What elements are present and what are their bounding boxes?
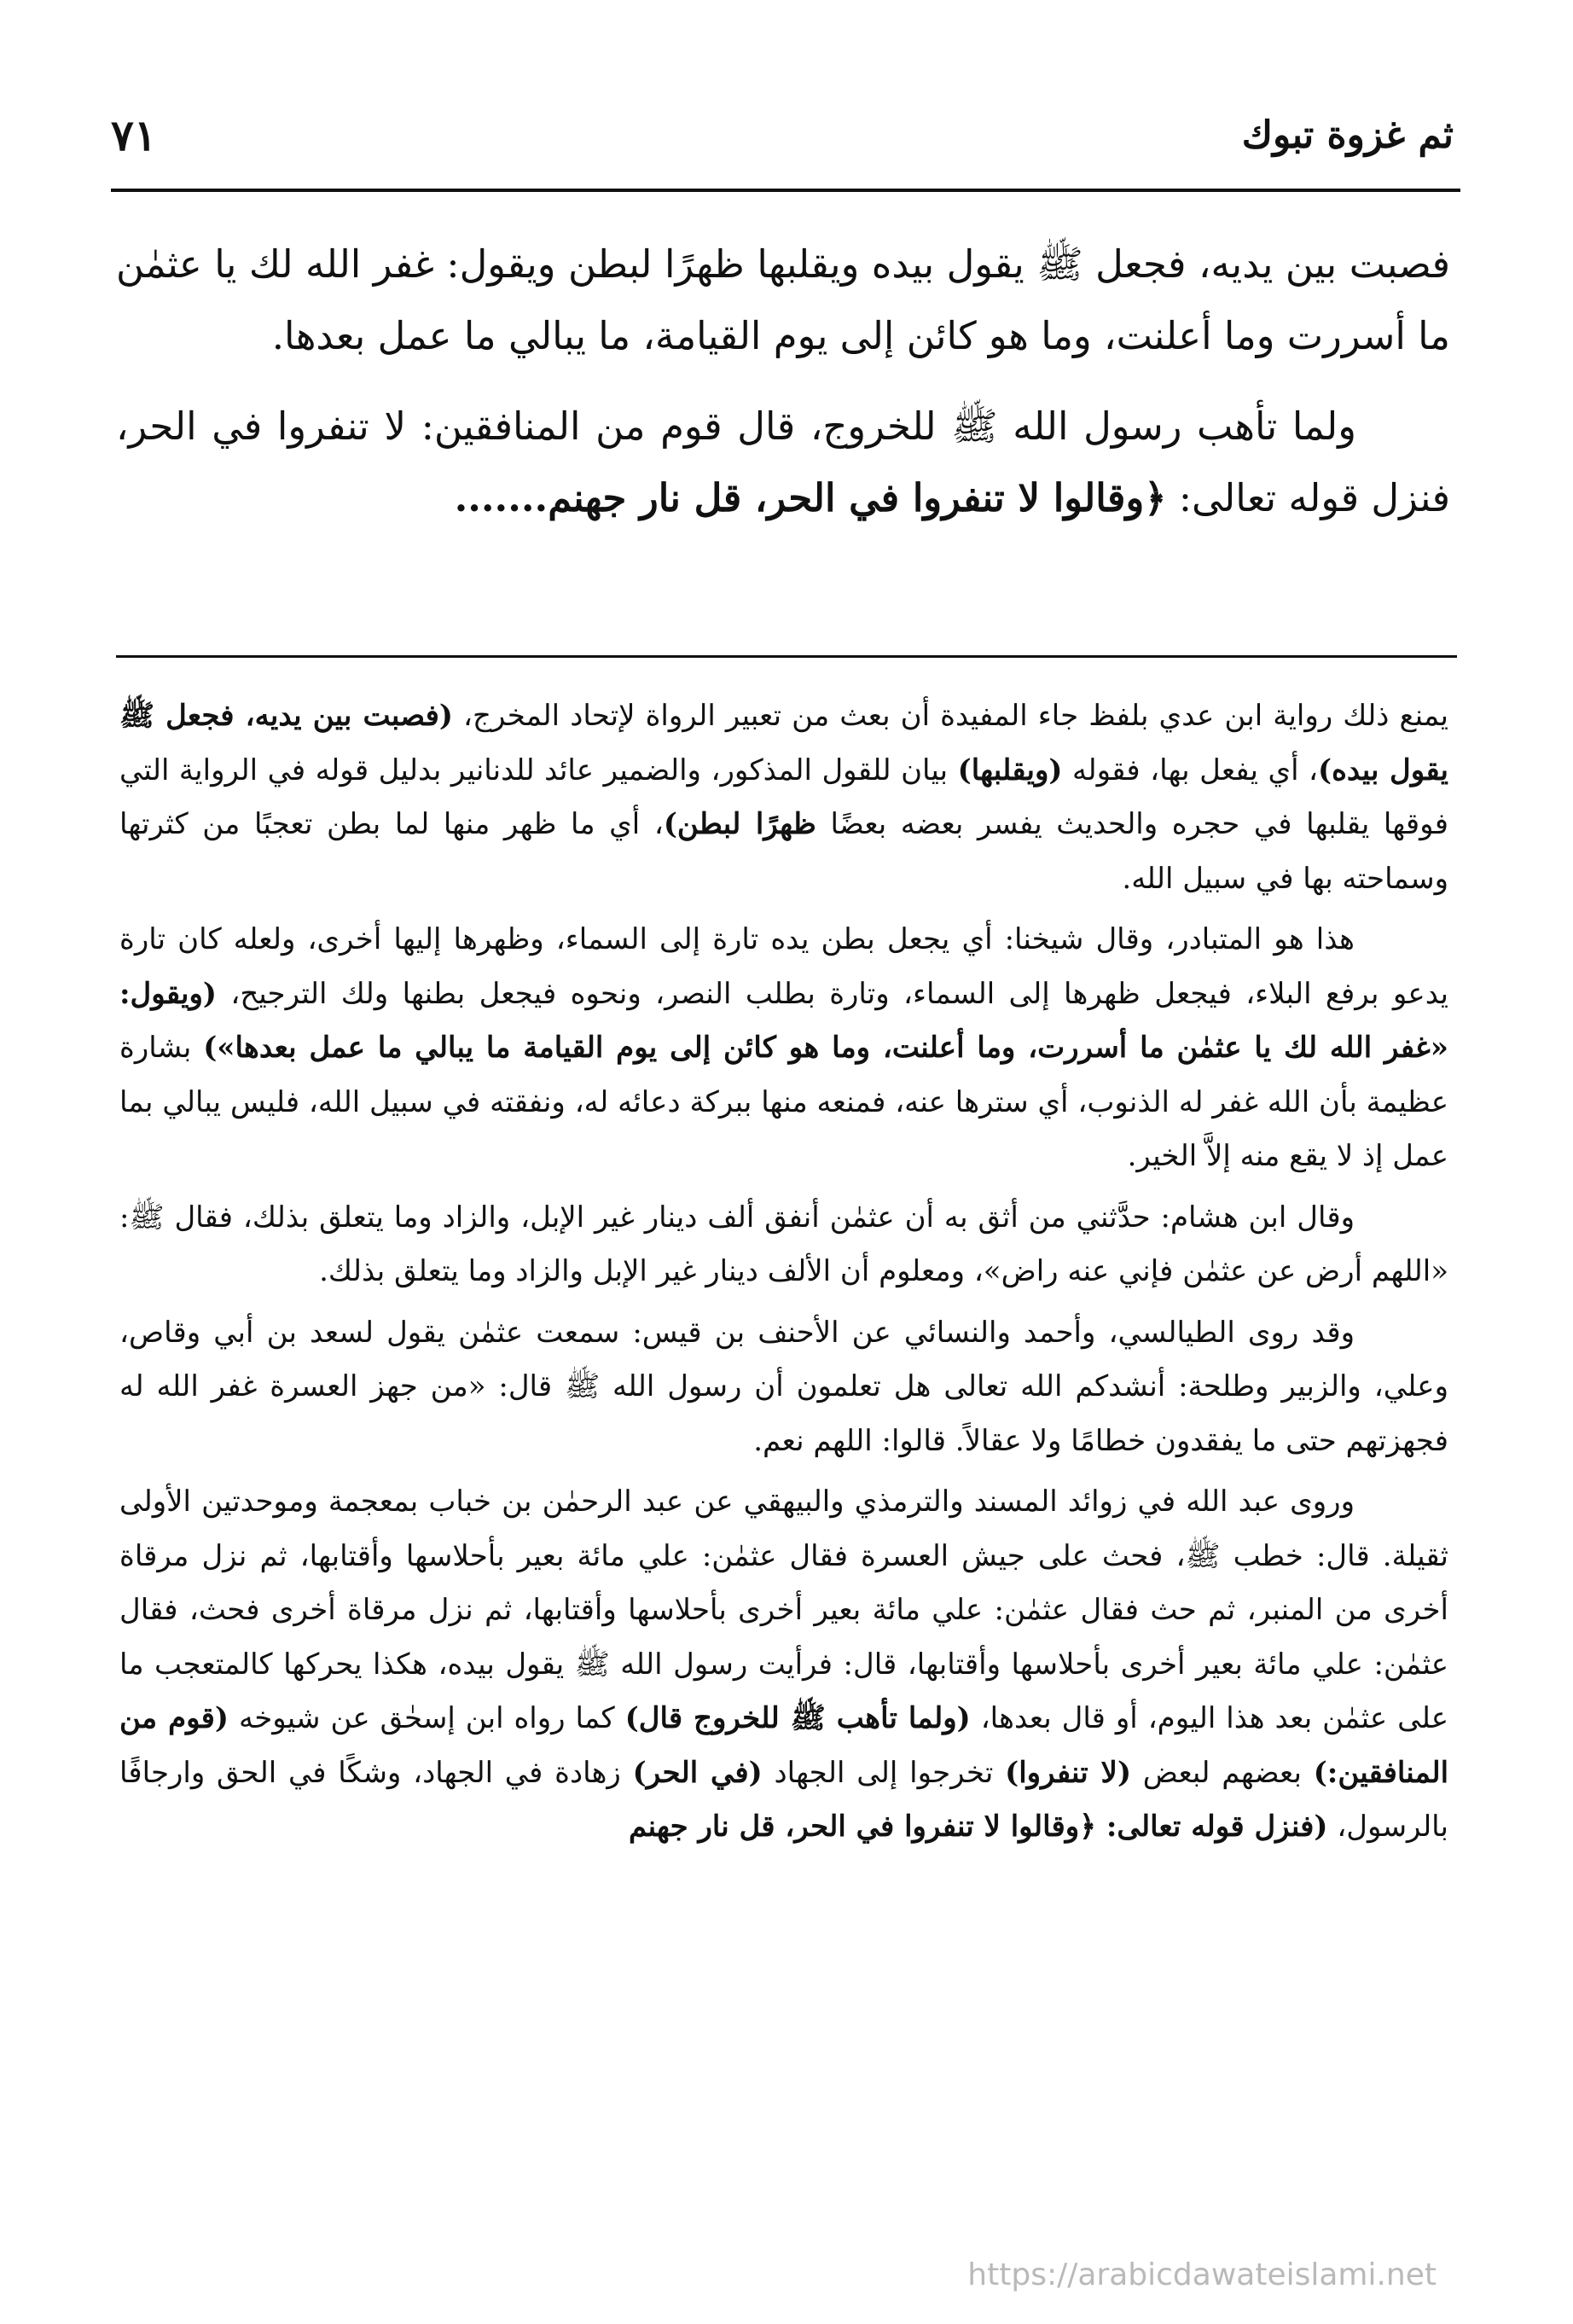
main-text — [116, 229, 1450, 553]
main-paragraph-2 — [116, 391, 1450, 534]
quoted-matn: (ولما تأهب ﷺ للخروج قال) — [624, 1701, 971, 1735]
commentary-text — [119, 689, 1448, 1862]
main-paragraph-1: فصبت بين يديه، فجعل ﷺ يقول بيده ويقلبها ظهرًا لبطن ويقول: غفر الله لك يا عثمٰن ما أسررت وما أعلنت، وما هو كائن إلى يوم القيامة، ما يبالي ما عمل بعدها. — [116, 241, 1450, 358]
commentary-paragraph-2 — [119, 913, 1448, 1184]
quoted-matn: ظهرًا لبطن) — [663, 807, 816, 841]
quoted-matn: (فصبت بين يديه، فجعل ﷺ يقول بيده) — [119, 699, 1448, 787]
quoted-matn: (قوم من المنافقين:) — [119, 1701, 1449, 1790]
quoted-matn: (فنزل قوله تعالى: ﴿وقالوا لا تنفروا في الحر، قل نار جهنم — [629, 1810, 1328, 1844]
commentary-text-run: زهادة في الجهاد، وشكًا في الحق وارجافًا بالرسول، — [119, 1755, 1448, 1844]
commentary-text-run: كما رواه ابن إسحٰق عن شيوخه — [229, 1701, 625, 1735]
page-header — [111, 101, 1454, 169]
commentary-text-run: يمنع ذلك رواية ابن عدي بلفظ جاء المفيدة أن بعث من تعبير الرواة لإتحاد المخرج، — [452, 699, 1449, 733]
separator-rule — [116, 655, 1457, 658]
commentary-text-run: هذا هو المتبادر، وقال شيخنا: أي يجعل بطن يده تارة إلى السماء، وظهرها إليها أخرى، ولعله كان تارة يدعو برفع البلاء، فيجعل ظهرها إلى السماء، وتارة بطلب النصر، ونحوه فيجعل بطنها ولك الترجيح، — [119, 922, 1448, 1011]
main-paragraph-2-text: ولما تأهب رسول الله ﷺ للخروج، قال قوم من المنافقين: لا تنفروا في الحر، فنزل قوله تعالى: — [116, 404, 1450, 520]
commentary-text-run: بعضهم لبعض — [1131, 1755, 1314, 1790]
quran-quote: ﴿وقالوا لا تنفروا في الحر، قل نار جهنم....... — [454, 475, 1167, 520]
quoted-matn: (ويقلبها) — [957, 752, 1063, 787]
commentary-text-run: وروى عبد الله في زوائد المسند والترمذي والبيهقي عن عبد الرحمٰن بن خباب بمعجمة وموحدتين الأولى ثقيلة. قال: خطب ﷺ، فحث على جيش العسرة فقال عثمٰن: علي مائة بعير بأحلاسها وأقتابها، ثم نزل مرقاة أخرى من المنبر، ثم حث فقال عثمٰن: علي مائة بعير أخرى بأحلاسها وأقتابها، ثم نزل مرقاة أخرى فحث، فقال عثمٰن: علي مائة بعير أخرى بأحلاسها وأقتابها، قال: فرأيت رسول الله ﷺ يقول بيده، هكذا يحركها كالمتعجب ما على عثمٰن بعد هذا اليوم، أو قال بعدها، — [119, 1484, 1449, 1735]
page-number: ٧١ — [111, 109, 157, 160]
commentary-text-run: ، أي يفعل بها، فقوله — [1062, 752, 1319, 787]
commentary-paragraph-5 — [119, 1475, 1448, 1855]
quoted-matn: (لا تنفروا) — [1005, 1755, 1132, 1790]
quoted-matn: (ويقول: «غفر الله لك يا عثمٰن ما أسررت، وما أعلنت، وما هو كائن إلى يوم القيامة ما يبالي ما عمل بعدها») — [119, 976, 1448, 1065]
commentary-text-run: بشارة عظيمة بأن الله غفر له الذنوب، أي سترها عنه، فمنعه منها ببركة دعائه له، ونفقته في سبيل الله، فليس يبالي بما عمل إذ لا يقع منه إلاَّ الخير. — [119, 1031, 1448, 1173]
watermark-url: https://arabicdawateislami.net — [967, 2257, 1437, 2292]
running-title: ثم غزوة تبوك — [1241, 113, 1454, 157]
commentary-text-run: تخرجوا إلى الجهاد — [762, 1755, 1006, 1790]
commentary-text-run: ، أي ما ظهر منها لما بطن تعجبًا من كثرتها وسماحته بها في سبيل الله. — [119, 807, 1448, 896]
quoted-matn: (في الحر) — [632, 1755, 763, 1790]
commentary-paragraph-4: وقد روى الطيالسي، وأحمد والنسائي عن الأحنف بن قيس: سمعت عثمٰن يقول لسعد بن أبي وقاص، وعلي، والزبير وطلحة: أنشدكم الله تعالى هل تعلمون أن رسول الله ﷺ قال: «من جهز العسرة غفر الله له فجهزتهم حتى ما يفقدون خطامًا ولا عقالاً. قالوا: اللهم نعم. — [119, 1315, 1448, 1458]
commentary-text-run: بيان للقول المذكور، والضمير عائد للدنانير بدليل قوله في الرواية التي فوقها يقلبها في حجره والحديث يفسر بعضه بعضًا — [119, 752, 1449, 841]
header-rule — [111, 189, 1460, 192]
commentary-paragraph-1 — [119, 689, 1448, 906]
commentary-paragraph-3: وقال ابن هشام: حدَّثني من أثق به أن عثمٰن أنفق ألف دينار غير الإبل، والزاد وما يتعلق بذلك، فقال ﷺ: «اللهم أرض عن عثمٰن فإني عنه راض»، ومعلوم أن الألف دينار غير الإبل والزاد وما يتعلق بذلك. — [119, 1200, 1448, 1288]
